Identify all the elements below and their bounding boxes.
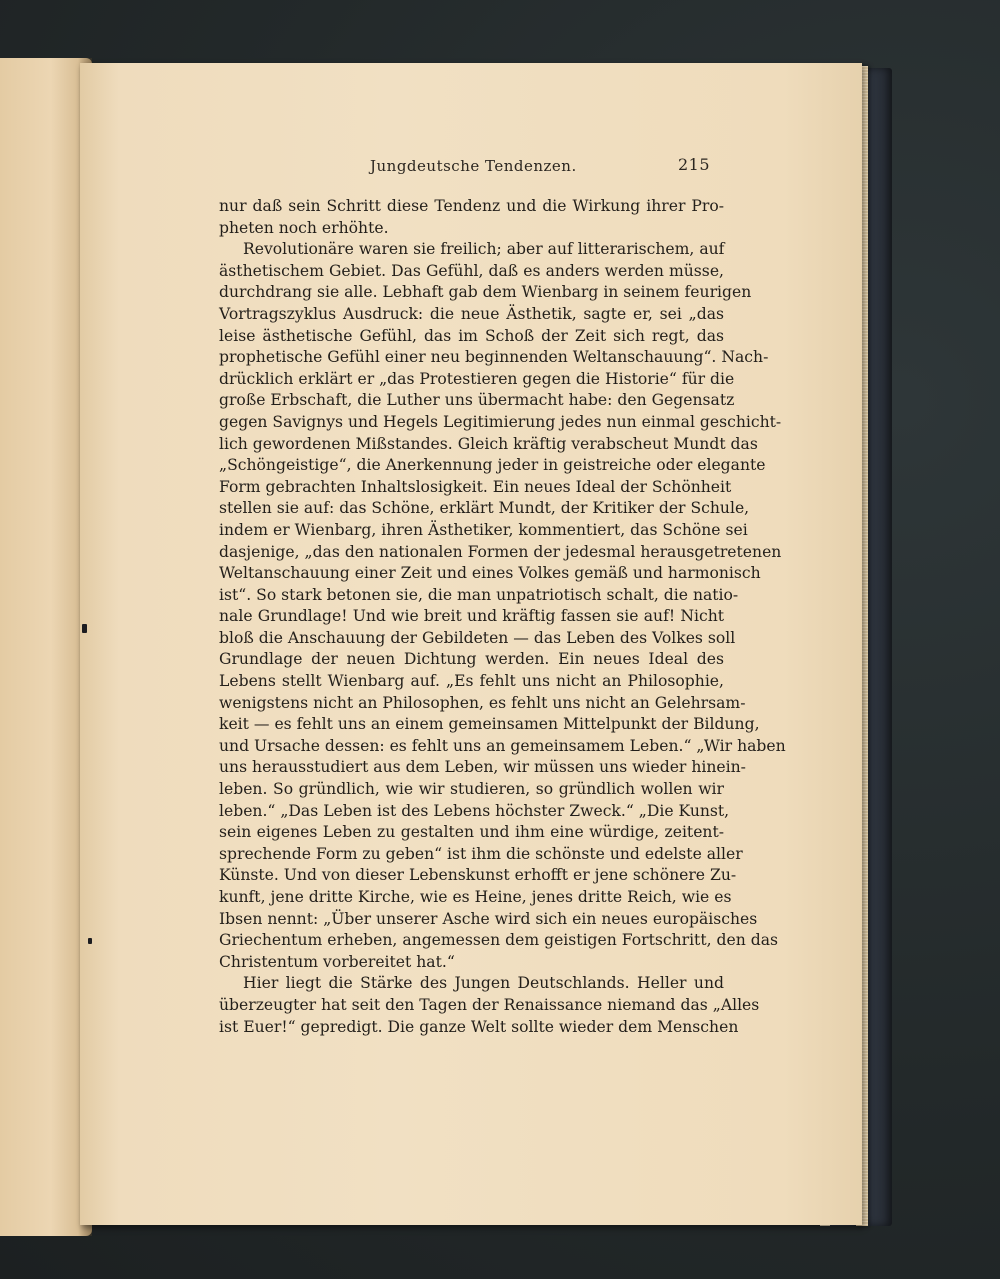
text-line: Künste. Und von dieser Lebenskunst erhofft er jene schönere Zu- [219,866,737,885]
text-line: Form gebrachten Inhaltslosigkeit. Ein neues Ideal der Schönheit [219,477,732,496]
text-line: kunft, jene dritte Kirche, wie es Heine, jenes dritte Reich, wie es [219,888,732,906]
text-line: leise ästhetische Gefühl, das im Schoß der Zeit sich regt, das [219,326,724,345]
text-line: ästhetischem Gebiet. Das Gefühl, daß es anders werden müsse, [219,261,724,280]
text-line: sein eigenes Leben zu gestalten und ihm eine würdige, zeitent- [219,823,724,842]
text-line: Ibsen nennt: „Über unserer Asche wird sich ein neues europäisches [219,909,758,928]
text-line: und Ursache dessen: es fehlt uns an gemeinsamem Leben.“ „Wir haben [219,736,786,755]
text-line: große Erbschaft, die Luther uns übermacht habe: den Gegensatz [219,391,735,410]
text-line: Lebens stellt Wienbarg auf. „Es fehlt uns nicht an Philosophie, [219,672,724,691]
text-line: Grundlage der neuen Dichtung werden. Ein neues Ideal des [219,650,724,669]
text-line: Weltanschauung einer Zeit und eines Volkes gemäß und harmonisch [219,564,761,583]
text-line: ist“. So stark betonen sie, die man unpatriotisch schalt, die natio- [219,585,739,604]
text-line: leben. So gründlich, wie wir studieren, so gründlich wollen wir [219,780,724,799]
text-line: dasjenige, „das den nationalen Formen der jedesmal herausgetretenen [219,542,782,561]
text-line: keit — es fehlt uns an einem gemeinsamen Mittelpunkt der Bildung, [219,715,760,734]
left-page [0,58,92,1236]
margin-mark [82,624,87,633]
text-line: gegen Savignys und Hegels Legitimierung jedes nun einmal geschicht- [219,412,782,431]
text-line: indem er Wienbarg, ihren Ästhetiker, kommentiert, das Schöne sei [219,520,748,539]
page-number: 215 [677,155,710,174]
running-title: Jungdeutsche Tendenzen. [370,157,577,175]
text-line: nur daß sein Schritt diese Tendenz und die Wirkung ihrer Pro- [219,197,724,215]
text-line: durchdrang sie alle. Lebhaft gab dem Wienbarg in seinem feurigen [219,283,752,302]
text-line: Revolutionäre waren sie freilich; aber auf litterarischem, auf [243,240,725,259]
text-line: wenigstens nicht an Philosophen, es fehlt uns nicht an Gelehrsam- [219,693,746,712]
text-line: nale Grundlage! Und wie breit und kräftig fassen sie auf! Nicht [219,607,724,626]
text-line: drücklich erklärt er „das Protestieren gegen die Historie“ für die [219,369,735,388]
text-line: uns herausstudiert aus dem Leben, wir müssen uns wieder hinein- [219,758,746,777]
text-line: Hier liegt die Stärke des Jungen Deutschlands. Heller und [243,974,724,993]
text-line: Griechentum erheben, angemessen dem geistigen Fortschritt, den das [219,931,778,950]
margin-mark [88,938,92,944]
text-line: sprechende Form zu geben“ ist ihm die schönste und edelste aller [219,844,743,863]
text-line: leben.“ „Das Leben ist des Lebens höchster Zweck.“ „Die Kunst, [219,801,730,820]
text-line: pheten noch erhöhte. [219,218,389,237]
text-line: lich gewordenen Mißstandes. Gleich kräftig verabscheut Mundt das [219,434,758,453]
text-line: Vortragszyklus Ausdruck: die neue Ästhetik, sagte er, sei „das [219,304,724,323]
body-text [219,196,786,1038]
text-line: überzeugter hat seit den Tagen der Renaissance niemand das „Alles [219,995,760,1014]
text-line: prophetische Gefühl einer neu beginnenden Weltanschauung“. Nach- [219,348,769,367]
page-header [370,155,710,181]
text-line: Christentum vorbereitet hat.“ [219,952,455,971]
text-line: bloß die Anschauung der Gebildeten — das Leben des Volkes soll [219,628,736,647]
text-line: ist Euer!“ gepredigt. Die ganze Welt sollte wieder dem Menschen [219,1017,739,1036]
text-line: „Schöngeistige“, die Anerkennung jeder in geistreiche oder elegante [219,456,766,475]
text-line: stellen sie auf: das Schöne, erklärt Mundt, der Kritiker der Schule, [219,499,750,518]
